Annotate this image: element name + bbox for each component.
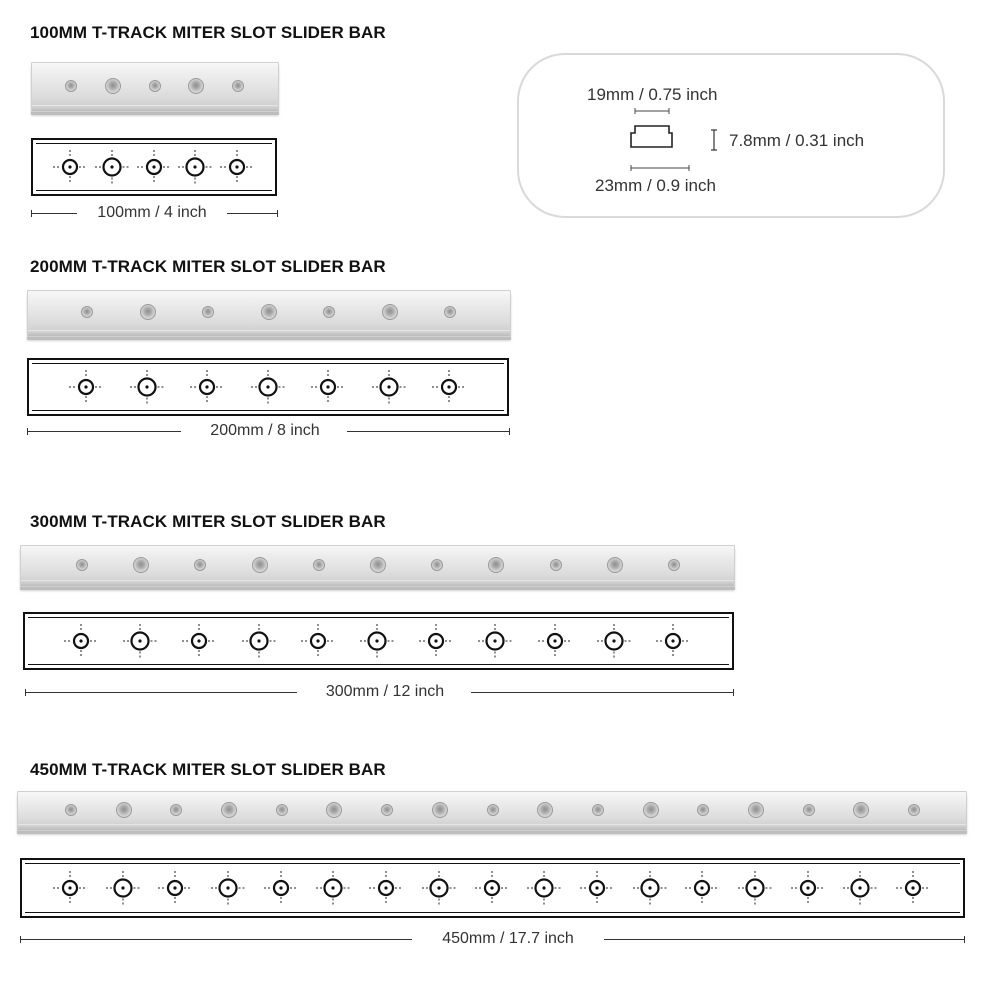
length-dimension-300mm [25,683,734,703]
threaded-hole [313,559,325,571]
threaded-hole [81,306,93,318]
mounting-hole-target-icon [181,623,217,659]
threaded-hole [444,306,456,318]
mounting-hole-target-icon [263,870,299,906]
mounting-hole-target-icon [684,870,720,906]
mounting-hole-target-icon [371,369,407,405]
t-track-profile-icon [619,107,699,177]
mounting-hole-target-icon [177,149,213,185]
mounting-hole-target-icon [52,149,88,185]
threaded-hole [105,78,121,94]
threaded-hole [381,804,393,816]
mounting-hole-target-icon [52,870,88,906]
threaded-hole [232,80,244,92]
length-dimension-200mm [27,422,510,442]
mounting-hole-target-icon [477,623,513,659]
mounting-hole-target-icon [250,369,286,405]
mounting-hole-target-icon [431,369,467,405]
section-title-300mm: 300MM T-TRACK MITER SLOT SLIDER BAR [30,512,386,531]
threaded-hole [140,304,156,320]
threaded-hole [607,557,623,573]
threaded-hole [65,80,77,92]
mounting-hole-target-icon [157,870,193,906]
length-dimension-label: 450mm / 17.7 inch [442,930,574,947]
threaded-hole [748,802,764,818]
mounting-hole-target-icon [632,870,668,906]
threaded-hole [65,804,77,816]
threaded-hole [853,802,869,818]
mounting-hole-target-icon [368,870,404,906]
mounting-hole-target-icon [418,623,454,659]
threaded-hole [76,559,88,571]
threaded-hole [431,559,443,571]
mounting-hole-target-icon [210,870,246,906]
mounting-hole-target-icon [315,870,351,906]
section-title-450mm: 450MM T-TRACK MITER SLOT SLIDER BAR [30,760,386,779]
length-dimension-450mm [20,930,965,950]
bottom-width-label: 23mm / 0.9 inch [595,176,716,195]
mounting-hole-target-icon [300,623,336,659]
mounting-hole-target-icon [579,870,615,906]
mounting-hole-target-icon [122,623,158,659]
threaded-hole [488,557,504,573]
slider-bar-photo-450mm [17,791,967,831]
mounting-hole-target-icon [359,623,395,659]
mounting-hole-target-icon [94,149,130,185]
height-label: 7.8mm / 0.31 inch [729,131,865,150]
top-width-label: 19mm / 0.75 inch [587,85,718,104]
mounting-hole-target-icon [63,623,99,659]
mounting-hole-target-icon [655,623,691,659]
threaded-hole [323,306,335,318]
threaded-hole [643,802,659,818]
height-indicator-icon [709,129,719,151]
length-dimension-label: 300mm / 12 inch [325,683,445,700]
threaded-hole [803,804,815,816]
threaded-hole [170,804,182,816]
mounting-hole-target-icon [895,870,931,906]
slider-bar-photo-100mm [31,62,279,112]
threaded-hole [202,306,214,318]
threaded-hole [432,802,448,818]
mounting-hole-target-icon [136,149,172,185]
mounting-hole-target-icon [68,369,104,405]
threaded-hole [382,304,398,320]
section-title-200mm: 200MM T-TRACK MITER SLOT SLIDER BAR [30,257,386,276]
profile-spec-box [517,53,945,218]
mounting-hole-target-icon [596,623,632,659]
mounting-hole-target-icon [219,149,255,185]
threaded-hole [188,78,204,94]
length-dimension-100mm [31,204,278,224]
mounting-hole-target-icon [105,870,141,906]
threaded-hole [370,557,386,573]
threaded-hole [550,559,562,571]
mounting-hole-target-icon [241,623,277,659]
section-title-100mm: 100MM T-TRACK MITER SLOT SLIDER BAR [30,23,386,42]
mounting-hole-target-icon [737,870,773,906]
slider-bar-photo-200mm [27,290,511,337]
threaded-hole [221,802,237,818]
threaded-hole [194,559,206,571]
mounting-hole-target-icon [537,623,573,659]
threaded-hole [252,557,268,573]
length-dimension-label: 200mm / 8 inch [210,422,320,439]
threaded-hole [668,559,680,571]
mounting-hole-target-icon [474,870,510,906]
mounting-hole-target-icon [790,870,826,906]
threaded-hole [592,804,604,816]
mounting-hole-target-icon [842,870,878,906]
threaded-hole [908,804,920,816]
threaded-hole [261,304,277,320]
slider-bar-photo-300mm [20,545,735,587]
threaded-hole [276,804,288,816]
mounting-hole-target-icon [310,369,346,405]
mounting-hole-target-icon [526,870,562,906]
length-dimension-label: 100mm / 4 inch [97,204,207,221]
threaded-hole [326,802,342,818]
threaded-hole [487,804,499,816]
mounting-hole-target-icon [189,369,225,405]
threaded-hole [697,804,709,816]
mounting-hole-target-icon [129,369,165,405]
threaded-hole [116,802,132,818]
threaded-hole [133,557,149,573]
threaded-hole [537,802,553,818]
threaded-hole [149,80,161,92]
mounting-hole-target-icon [421,870,457,906]
